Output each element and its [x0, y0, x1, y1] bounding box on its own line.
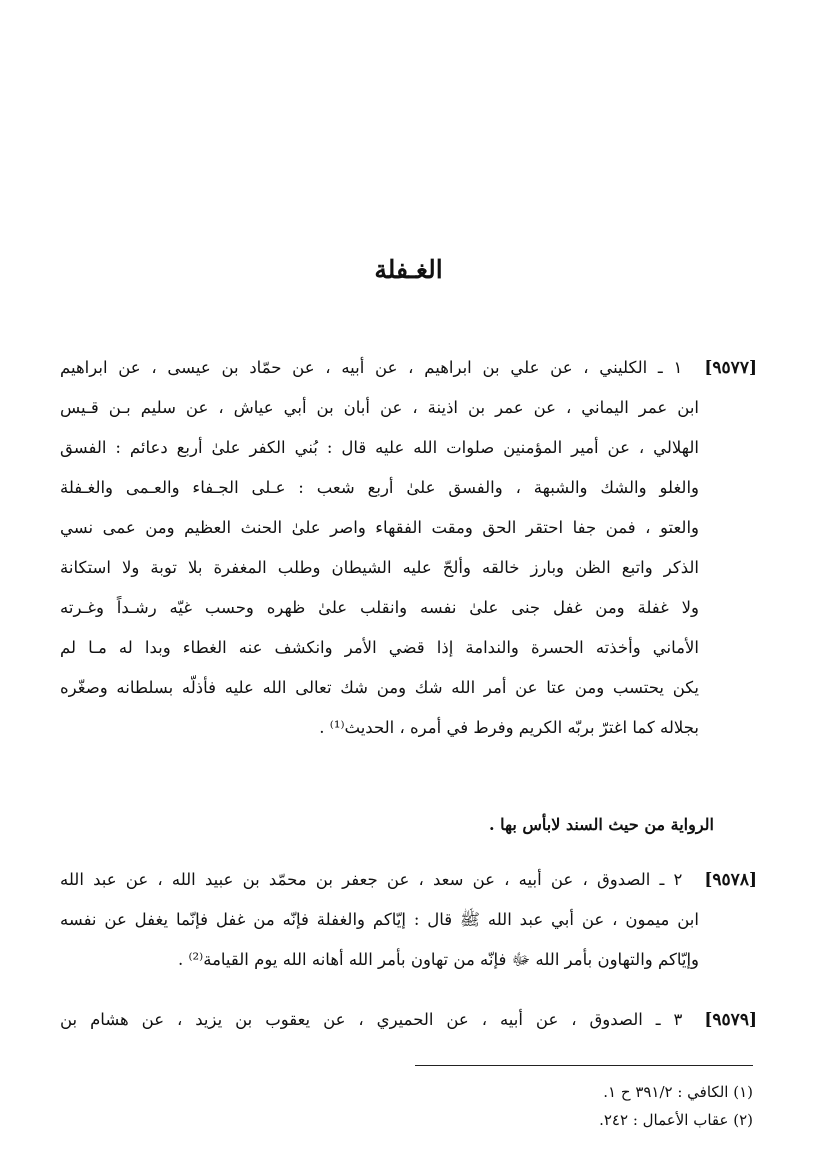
entry-line-first — [60, 348, 757, 388]
chapter-title: الغـفلة — [374, 255, 443, 284]
entry-line-first — [60, 860, 757, 900]
entry-line: ولا غفلة ومن غفل جنى علىٰ نفسه وانقلب علىٰ ظهره وحسب غيّه رشـداً وغـرته — [60, 598, 699, 617]
entry-number: [٩٥٧٩] — [704, 1010, 757, 1030]
entry-line: ابن عمر اليماني ، عن عمر بن اذينة ، عن أبان بن أبي عياش ، عن سليم بـن قـيس — [60, 398, 699, 417]
entry-line: والغلو والشك والشبهة ، والفسق علىٰ أربع شعب : عـلى الجـفاء والعـمى والغـفلة — [60, 478, 699, 497]
entry-number: [٩٥٧٨] — [704, 870, 757, 890]
hadith-entry — [60, 348, 757, 748]
chain-assessment-note: الرواية من حيث السند لابأس بها . — [488, 815, 714, 834]
footnote: (٢) عقاب الأعمال : ٢٤٢. — [599, 1111, 753, 1129]
footnotes — [353, 1078, 753, 1134]
entry-text: ٣ ـ الصدوق ، عن أبيه ، عن الحميري ، عن يعقوب بن يزيد ، عن هشام بن — [60, 1010, 683, 1029]
entry-line: الأماني وأخذته الحسرة والندامة إذا قضي الأمر وانكشف عنه الغطاء وبدا له مـا لم — [60, 638, 699, 657]
entry-line: ابن ميمون ، عن أبي عبد الله ﷺ قال : إيّاكم والغفلة فإنّه من غفل فإنّما يغفل عن نفسه — [60, 910, 699, 929]
entry-line: والعتو ، فمن جفا احتقر الحق ومقت الفقهاء واصر علىٰ الحنث العظيم ومن عمى نسي — [60, 518, 699, 537]
entry-line: الذكر واتبع الظن وبارز خالقه وألحّ عليه الشيطان وطلب المغفرة بلا توبة ولا استكانة — [60, 558, 699, 577]
entry-text: ١ ـ الكليني ، عن علي بن ابراهيم ، عن أبيه ، عن حمّاد بن عيسى ، عن ابراهيم — [60, 358, 683, 377]
hadith-entry — [60, 1000, 757, 1040]
footnote: (١) الكافي : ٣٩١/٢ ح ١. — [603, 1083, 753, 1101]
entry-line-first — [60, 1000, 757, 1040]
entry-line: يكن يحتسب ومن عتا عن أمر الله شك ومن شك تعالى الله عليه فأذلّه بسلطانه وصغّره — [60, 678, 699, 697]
entry-line-last: وإيّاكم والتهاون بأمر الله ﷻ فإنّه من تهاون بأمر الله أهانه الله يوم القيامة⁽²⁾ . — [178, 950, 699, 969]
footnote-divider — [415, 1065, 753, 1066]
entry-line: الهلالي ، عن أمير المؤمنين صلوات الله عليه قال : بُني الكفر علىٰ أربع دعائم : الفسق — [60, 438, 699, 457]
hadith-entry — [60, 860, 757, 980]
entry-number: [٩٥٧٧] — [704, 358, 757, 378]
entry-line-last: بجلاله كما اغترّ بربّه الكريم وفرط في أمره ، الحديث⁽¹⁾ . — [319, 718, 699, 737]
entry-text: ٢ ـ الصدوق ، عن أبيه ، عن سعد ، عن جعفر بن محمّد بن عبيد الله ، عن عبد الله — [60, 870, 683, 889]
